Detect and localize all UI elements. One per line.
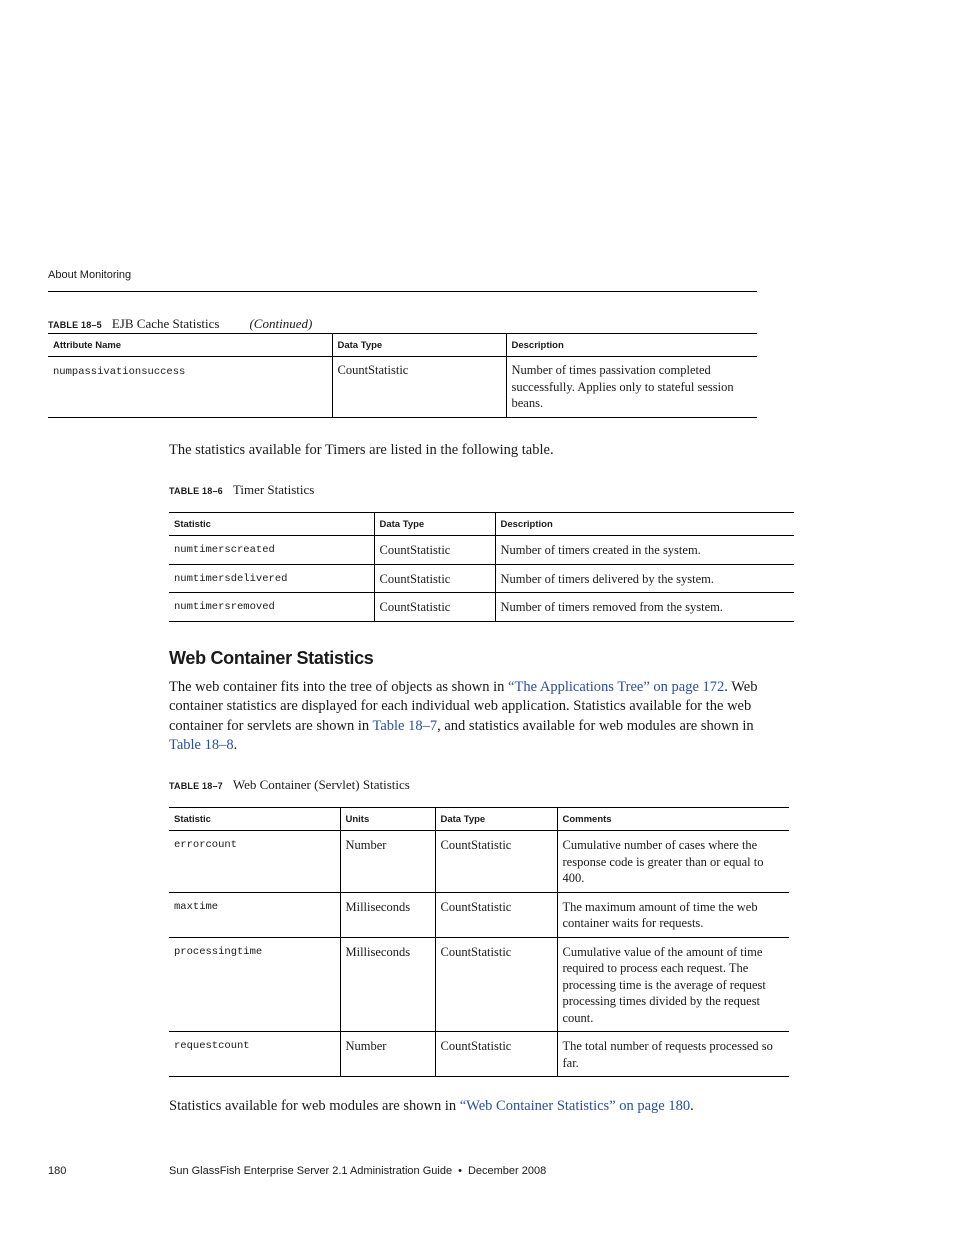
column-header: Description — [506, 334, 757, 357]
section-title: Web Container Statistics — [169, 648, 374, 668]
table-cell: CountStatistic — [332, 357, 506, 418]
paragraph-text: Statistics available for web modules are shown in — [169, 1098, 460, 1114]
web-container-statistics-link[interactable]: “Web Container Statistics” on page 180 — [459, 1098, 691, 1114]
table-cell: Number of timers delivered by the system. — [495, 564, 794, 593]
table-cell: CountStatistic — [374, 564, 495, 593]
publication-date: December 2008 — [467, 1165, 547, 1177]
table-18-5-continued: (Continued) — [249, 316, 313, 331]
table-18-6-caption — [169, 482, 314, 498]
table-cell: Number of timers created in the system. — [495, 536, 794, 565]
paragraph-text: . — [690, 1098, 694, 1114]
column-header: Data Type — [332, 334, 506, 357]
column-header: Description — [495, 513, 794, 536]
table-cell: processingtime — [174, 945, 263, 958]
table-header-row — [169, 808, 789, 831]
running-header: About Monitoring — [48, 269, 132, 281]
table-cell: CountStatistic — [374, 536, 495, 565]
table-18-7-link[interactable]: Table 18–7 — [372, 717, 438, 734]
column-header: Statistic — [174, 814, 211, 825]
table-cell: CountStatistic — [435, 1032, 557, 1077]
table-cell: errorcount — [174, 839, 238, 851]
table-row — [169, 1032, 789, 1077]
table-18-6 — [169, 512, 794, 622]
table-cell: numtimerscreated — [174, 544, 275, 556]
table-18-6-title: Timer Statistics — [232, 482, 315, 497]
table-cell: numpassivationsuccess — [53, 366, 186, 378]
web-container-paragraph — [169, 678, 759, 755]
table-18-5 — [48, 333, 757, 418]
table-row — [169, 892, 789, 937]
table-cell: Milliseconds — [340, 892, 435, 937]
timers-intro-paragraph: The statistics available for Timers are listed in the following table. — [169, 442, 554, 458]
column-header: Data Type — [374, 513, 495, 536]
book-title: Sun GlassFish Enterprise Server 2.1 Administration Guide — [169, 1165, 453, 1177]
table-cell: CountStatistic — [374, 593, 495, 622]
table-cell: CountStatistic — [435, 892, 557, 937]
table-cell: CountStatistic — [435, 937, 557, 1032]
table-cell: numtimersdelivered — [174, 572, 288, 585]
table-cell: The total number of requests processed so far. — [557, 1032, 789, 1077]
column-header: Data Type — [435, 808, 557, 831]
column-header: Statistic — [174, 519, 211, 530]
table-cell: Number of timers removed from the system. — [495, 593, 794, 622]
table-header-row — [169, 513, 794, 536]
table-header-row — [48, 334, 757, 357]
table-cell: Number of times passivation completed successfully. Applies only to stateful session beans. — [506, 357, 757, 418]
table-row — [169, 937, 789, 1032]
table-18-7-caption — [169, 777, 410, 793]
table-cell: CountStatistic — [435, 831, 557, 893]
table-18-6-label: TABLE 18–6 — [169, 486, 223, 496]
paragraph-text: . — [233, 736, 238, 753]
table-18-7-title: Web Container (Servlet) Statistics — [232, 777, 410, 792]
table-18-7 — [169, 807, 789, 1077]
column-header: Attribute Name — [53, 340, 122, 351]
applications-tree-link[interactable]: “The Applications Tree” on page 172 — [508, 679, 725, 695]
table-cell: numtimersremoved — [174, 601, 275, 613]
paragraph-text: , and statistics available for web modules are shown in — [437, 717, 754, 734]
table-18-5-caption — [48, 316, 312, 332]
paragraph-text: . Web container statistics are displayed for each individual web application. Statistics available for the web container for servlets are shown in — [169, 679, 758, 734]
header-rule — [48, 291, 757, 292]
table-18-7-label: TABLE 18–7 — [169, 781, 223, 791]
closing-paragraph — [169, 1097, 769, 1116]
table-18-8-link[interactable]: Table 18–8 — [169, 736, 234, 753]
column-header: Units — [340, 808, 435, 831]
paragraph-text: The web container fits into the tree of objects as shown in — [169, 679, 509, 695]
page-number: 180 — [48, 1165, 67, 1177]
table-row — [169, 831, 789, 893]
table-cell: requestcount — [174, 1040, 250, 1052]
table-cell: Cumulative value of the amount of time required to process each request. The processing time is the average of request processing times divided by the request count. — [557, 937, 789, 1032]
table-cell: Number — [340, 1032, 435, 1077]
table-cell: Number — [340, 831, 435, 893]
table-cell: maxtime — [174, 900, 219, 913]
table-cell: Milliseconds — [340, 937, 435, 1032]
table-18-5-title: EJB Cache Statistics — [111, 316, 220, 331]
table-row — [169, 593, 794, 622]
table-18-5-label: TABLE 18–5 — [48, 320, 102, 330]
table-row — [169, 536, 794, 565]
table-cell: Cumulative number of cases where the response code is greater than or equal to 400. — [557, 831, 789, 893]
table-cell: The maximum amount of time the web container waits for requests. — [557, 892, 789, 937]
table-row — [48, 357, 757, 418]
footer-text — [169, 1165, 546, 1177]
footer-bullet: • — [458, 1165, 462, 1177]
table-row — [169, 564, 794, 593]
column-header: Comments — [557, 808, 789, 831]
